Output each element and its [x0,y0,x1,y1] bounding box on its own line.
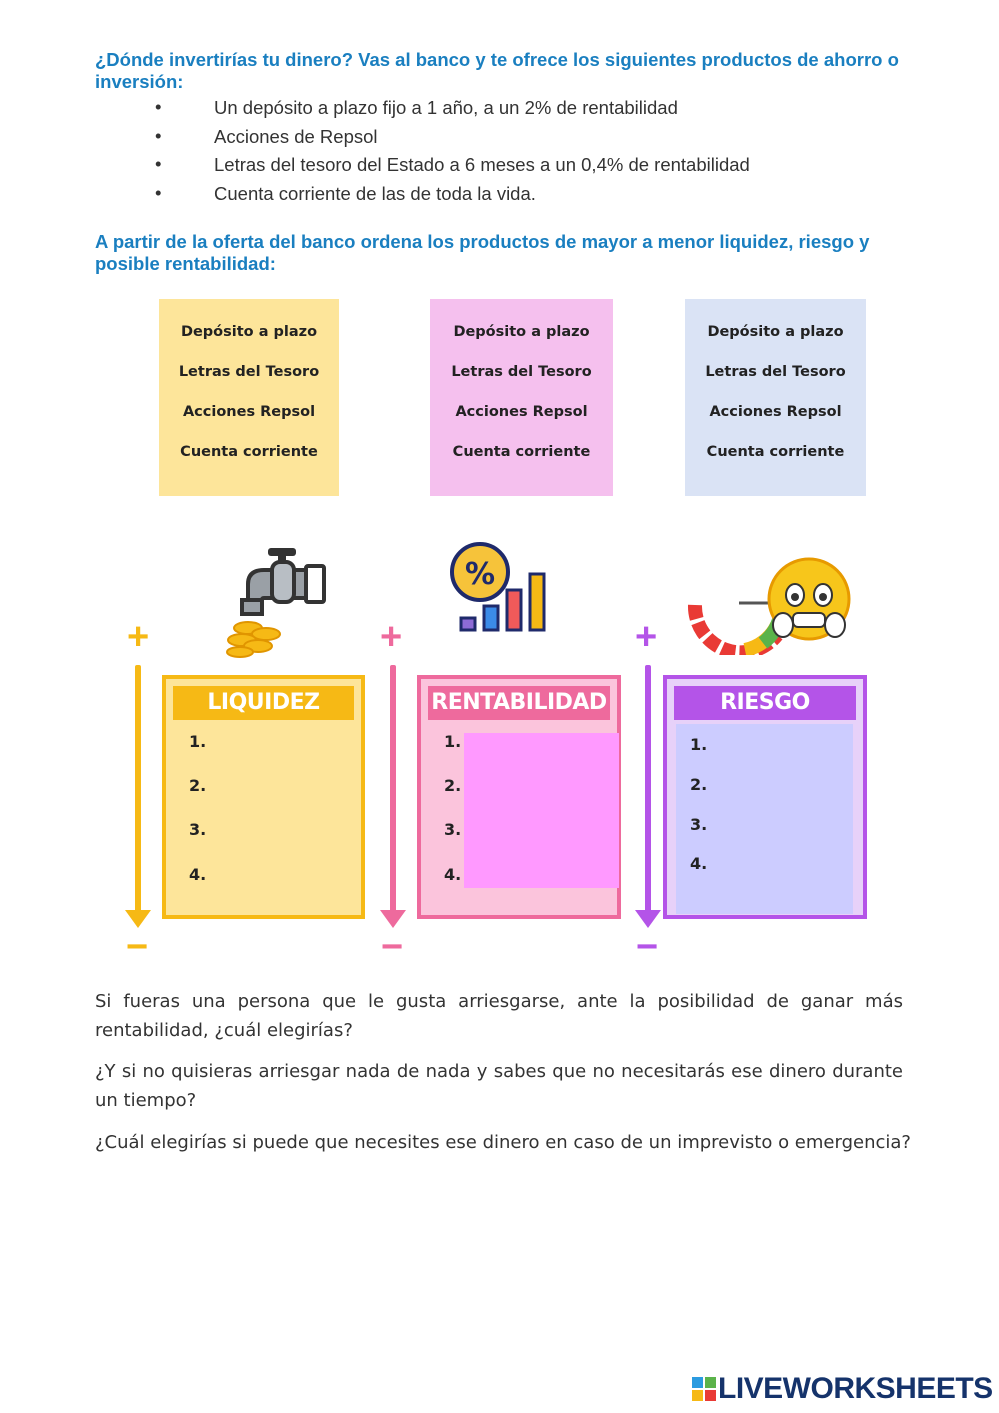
card-item[interactable]: Cuenta corriente [452,444,591,460]
logo-icon [692,1377,716,1401]
minus-icon: − [381,926,404,968]
svg-text:%: % [464,557,496,592]
rank-number: 4. [444,865,462,884]
plus-icon: + [127,616,150,658]
question-paragraph: Si fueras una persona que le gusta arriesgarse, ante la posibilidad de ganar más rentabilidad, ¿cuál elegirías? [95,991,903,1041]
minus-icon: − [636,926,659,968]
percent-chart-icon [446,540,552,634]
panel-riesgo [663,675,867,919]
card-item[interactable]: Cuenta corriente [706,444,845,460]
minus-icon: − [126,926,149,968]
panel-rentabilidad [417,675,621,919]
rank-number: 2. [444,776,462,795]
rank-number: 3. [690,815,708,834]
card-item[interactable]: Acciones Repsol [455,404,588,420]
panel-title: LIQUIDEZ [173,686,354,720]
bullet-icon: • [155,153,162,175]
card-item[interactable]: Letras del Tesoro [705,364,846,380]
rank-number: 1. [189,732,207,751]
brand-name: LIVEWORKSHEETS [718,1372,993,1405]
card-item[interactable]: Depósito a plazo [707,324,844,340]
axis-line [135,665,141,915]
question-paragraph: ¿Cuál elegirías si puede que necesites ese dinero en caso de un imprevisto o emergencia? [95,1132,911,1153]
panel-title: RIESGO [674,686,856,720]
rank-number: 1. [444,732,462,751]
rank-number: 2. [690,775,708,794]
bullet-icon: • [155,96,162,117]
rank-number: 3. [444,820,462,839]
risk-gauge-icon [685,555,855,655]
plus-icon: + [380,616,403,658]
card-item[interactable]: Letras del Tesoro [178,364,320,380]
panel-title: RENTABILIDAD [428,686,610,720]
rank-number: 4. [189,865,207,884]
product-card-blue [685,299,866,496]
card-item[interactable]: Depósito a plazo [453,324,590,340]
bullet-icon: • [155,124,162,146]
card-item[interactable]: Cuenta corriente [180,444,318,460]
rank-number: 4. [690,854,708,873]
answer-drop-zone[interactable] [464,733,619,888]
panel-liquidez [162,675,365,919]
rank-number: 1. [690,735,708,754]
axis-line [390,665,396,915]
rank-number: 3. [189,820,207,839]
question-2: A partir de la oferta del banco ordena los productos de mayor a menor liquidez, riesgo y posible rentabilidad: [95,231,870,274]
card-item[interactable]: Acciones Repsol [709,404,842,420]
product-card-pink [430,299,613,496]
product-card-yellow [159,299,339,496]
rank-number: 2. [189,776,207,795]
question-paragraph: ¿Y si no quisieras arriesgar nada de nada y sabes que no necesitarás ese dinero durante un tiempo? [95,1061,903,1111]
axis-line [645,665,651,915]
card-item[interactable]: Depósito a plazo [180,324,318,340]
card-item[interactable]: Acciones Repsol [182,404,316,420]
bullet-icon: • [155,181,162,203]
card-item[interactable]: Letras del Tesoro [451,364,592,380]
faucet-icon [218,540,330,662]
plus-icon: + [635,616,658,658]
question-1: ¿Dónde invertirías tu dinero? Vas al banco y te ofrece los siguientes productos de ahorro o inversión: [95,49,899,92]
